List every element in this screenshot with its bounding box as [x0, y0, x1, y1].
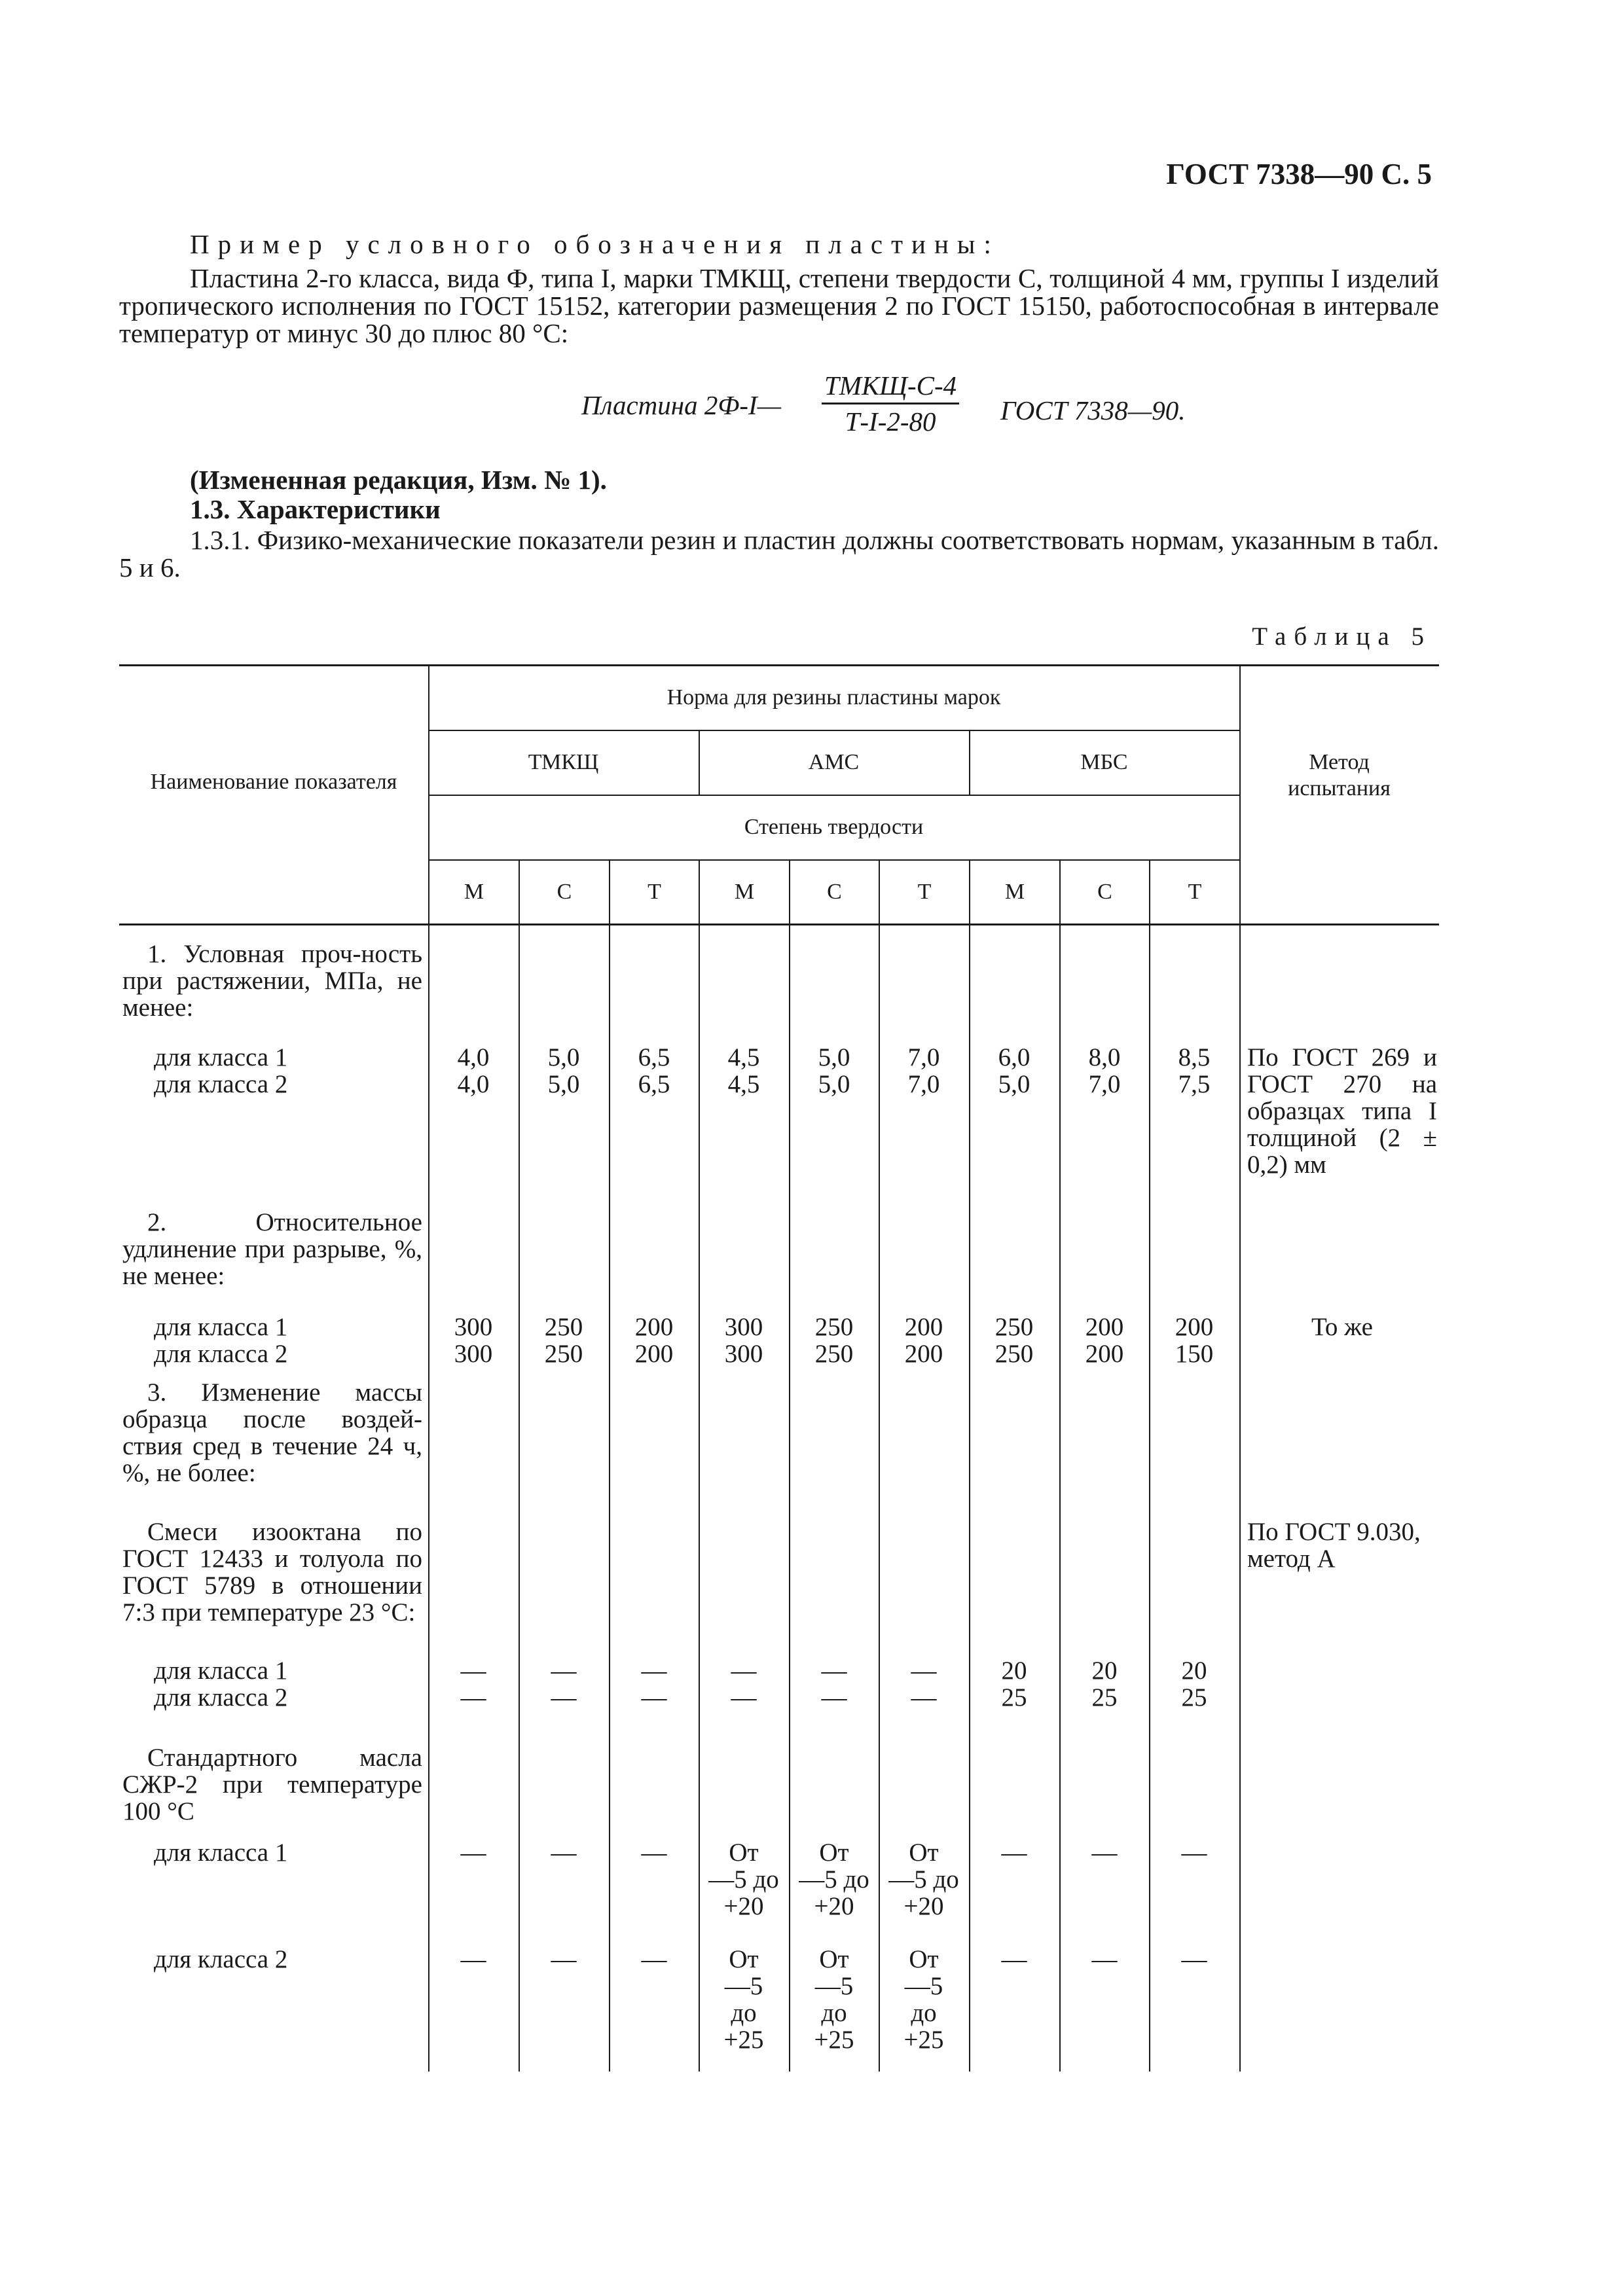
hardness-label: Т — [647, 880, 661, 904]
header-bottom-rule — [119, 924, 1439, 925]
row2-value: 250 250 — [994, 1313, 1034, 1368]
row2-label: 2. Относительное удлинение при разрыве, %, не менее: — [122, 1208, 422, 1290]
col-rule — [1239, 664, 1241, 2072]
row3b-value: — — [1181, 1839, 1207, 1867]
row1-classes: для класса 1 для класса 2 — [154, 1043, 288, 1098]
norm-header: Норма для резины пластины марок — [666, 685, 1001, 709]
formula-lhs: Пластина 2Ф-I— — [581, 390, 782, 420]
row2-value: 250 250 — [814, 1313, 854, 1368]
row3b-value: — — [1091, 1945, 1118, 1973]
row1-value: 6,0 5,0 — [998, 1043, 1030, 1098]
row3b-value: От —5 до +25 — [814, 1945, 854, 2054]
hardness-label: М — [734, 880, 755, 904]
row3b-value: — — [641, 1945, 667, 1973]
row2-value: 200 200 — [1085, 1313, 1124, 1368]
row3b-value: От —5 до +25 — [723, 1945, 764, 2054]
row2-method: То же — [1311, 1313, 1373, 1341]
row3b-value: От —5 до +20 — [799, 1839, 869, 1920]
hardness-label: С — [1097, 880, 1112, 904]
row3b-value: От —5 до +20 — [708, 1839, 779, 1920]
row2-value: 200 200 — [904, 1313, 943, 1368]
row3b-value: — — [551, 1839, 577, 1867]
brand-header-tmksch: ТМКЩ — [528, 750, 599, 774]
row3b-value: От —5 до +20 — [888, 1839, 959, 1920]
formula-fraction — [822, 370, 959, 437]
row3a-value: 20 25 — [1181, 1657, 1207, 1712]
hardness-header: Степень твердости — [744, 815, 924, 839]
section-title: 1.3. Характеристики — [190, 494, 441, 524]
row3b-class2: для класса 2 — [154, 1945, 288, 1973]
table-caption: Таблица 5 — [1252, 622, 1432, 651]
example-title: Пример условного обозначения пластины: — [190, 229, 1000, 259]
row3b-value: — — [460, 1945, 486, 1973]
row3b-value: — — [551, 1945, 577, 1973]
row3a-value: 20 25 — [1091, 1657, 1118, 1712]
hardness-label: М — [464, 880, 484, 904]
page-header: ГОСТ 7338—90 С. 5 — [1166, 158, 1432, 190]
row3a-value: — — — [911, 1657, 937, 1712]
col-header-name: Наименование показателя — [150, 770, 397, 794]
col-rule — [969, 859, 970, 2072]
row3a-value: — — — [821, 1657, 847, 1712]
col-rule — [609, 859, 610, 2072]
row3b-value: — — [1181, 1945, 1207, 1973]
table-top-rule — [119, 664, 1439, 666]
row2-value: 300 300 — [724, 1313, 763, 1368]
row3-label: 3. Изменение массы образца после воздей-ствия сред в течение 24 ч, %, не более: — [122, 1378, 422, 1487]
table-5 — [119, 664, 1439, 2072]
row3b-value: — — [460, 1839, 486, 1867]
row3a-value: — — — [731, 1657, 757, 1712]
row2-value: 200 150 — [1175, 1313, 1214, 1368]
section-text: 1.3.1. Физико-механические показатели резин и пластин должны соответствовать нормам, указанным в табл. 5 и 6. — [119, 525, 1439, 583]
formula-numerator: ТМКЩ-С-4 — [822, 370, 959, 404]
row3a-value: — — — [641, 1657, 667, 1712]
formula-denominator: Т-I-2-80 — [845, 406, 936, 437]
row1-value: 5,0 5,0 — [818, 1043, 850, 1098]
row3a-label: Смеси изооктана по ГОСТ 12433 и толуола по ГОСТ 5789 в отношении 7:3 при температуре 23 °С: — [122, 1518, 422, 1626]
row2-classes: для класса 1 для класса 2 — [154, 1313, 288, 1368]
hardness-label: Т — [917, 880, 932, 904]
header-rule-2 — [428, 795, 1239, 796]
row2-value: 250 250 — [544, 1313, 583, 1368]
row1-value: 5,0 5,0 — [547, 1043, 580, 1098]
brand-header-ams: АМС — [808, 750, 860, 774]
brand-header-mbs: МБС — [1080, 750, 1128, 774]
header-rule-3 — [428, 859, 1239, 861]
formula-rhs: ГОСТ 7338—90. — [1000, 395, 1186, 425]
col-rule — [1059, 859, 1061, 2072]
header-rule-1 — [428, 730, 1239, 731]
hardness-label: Т — [1188, 880, 1202, 904]
row3b-value: — — [641, 1839, 667, 1867]
hardness-label: М — [1004, 880, 1025, 904]
row3b-value: От —5 до +25 — [903, 1945, 944, 2054]
col-rule — [519, 859, 520, 2072]
row3b-value: — — [1001, 1839, 1027, 1867]
example-text: Пластина 2-го класса, вида Ф, типа I, марки ТМКЩ, степени твердости С, толщиной 4 мм, группы I изделий тропического исполнения по ГОСТ 15152, категории размещения 2 по ГОСТ 15150, работоспособная в интервале температур от минус 30 до плюс 80 °С: — [119, 263, 1439, 348]
row1-value: 8,5 7,5 — [1178, 1043, 1211, 1098]
row1-value: 8,0 7,0 — [1088, 1043, 1121, 1098]
row1-value: 7,0 7,0 — [907, 1043, 940, 1098]
row2-value: 200 200 — [634, 1313, 674, 1368]
row1-value: 4,0 4,0 — [457, 1043, 490, 1098]
row3a-value: — — — [460, 1657, 486, 1712]
col-rule — [1149, 859, 1150, 2072]
row3b-label: Стандартного масла СЖР-2 при температуре 100 °С — [122, 1744, 422, 1825]
row3a-value: — — — [551, 1657, 577, 1712]
row1-method: По ГОСТ 269 и ГОСТ 270 на образцах типа I толщиной (2 ± 0,2) мм — [1247, 1043, 1437, 1179]
row3b-value: — — [1091, 1839, 1118, 1867]
row3b-class1: для класса 1 — [154, 1839, 288, 1867]
row3a-classes: для класса 1 для класса 2 — [154, 1657, 288, 1712]
hardness-label: С — [556, 880, 572, 904]
changed-edition-note: (Измененная редакция, Изм. № 1). — [190, 465, 607, 495]
row1-label: 1. Условная проч-ность при растяжении, МПа, не менее: — [122, 940, 422, 1022]
row3b-value: — — [1001, 1945, 1027, 1973]
hardness-label: С — [827, 880, 842, 904]
row1-value: 4,5 4,5 — [727, 1043, 760, 1098]
row3a-value: 20 25 — [1001, 1657, 1027, 1712]
row1-value: 6,5 6,5 — [638, 1043, 670, 1098]
row2-value: 300 300 — [454, 1313, 493, 1368]
row3a-method: По ГОСТ 9.030, метод А — [1247, 1518, 1421, 1573]
method-header: Метод испытания — [1288, 750, 1391, 800]
